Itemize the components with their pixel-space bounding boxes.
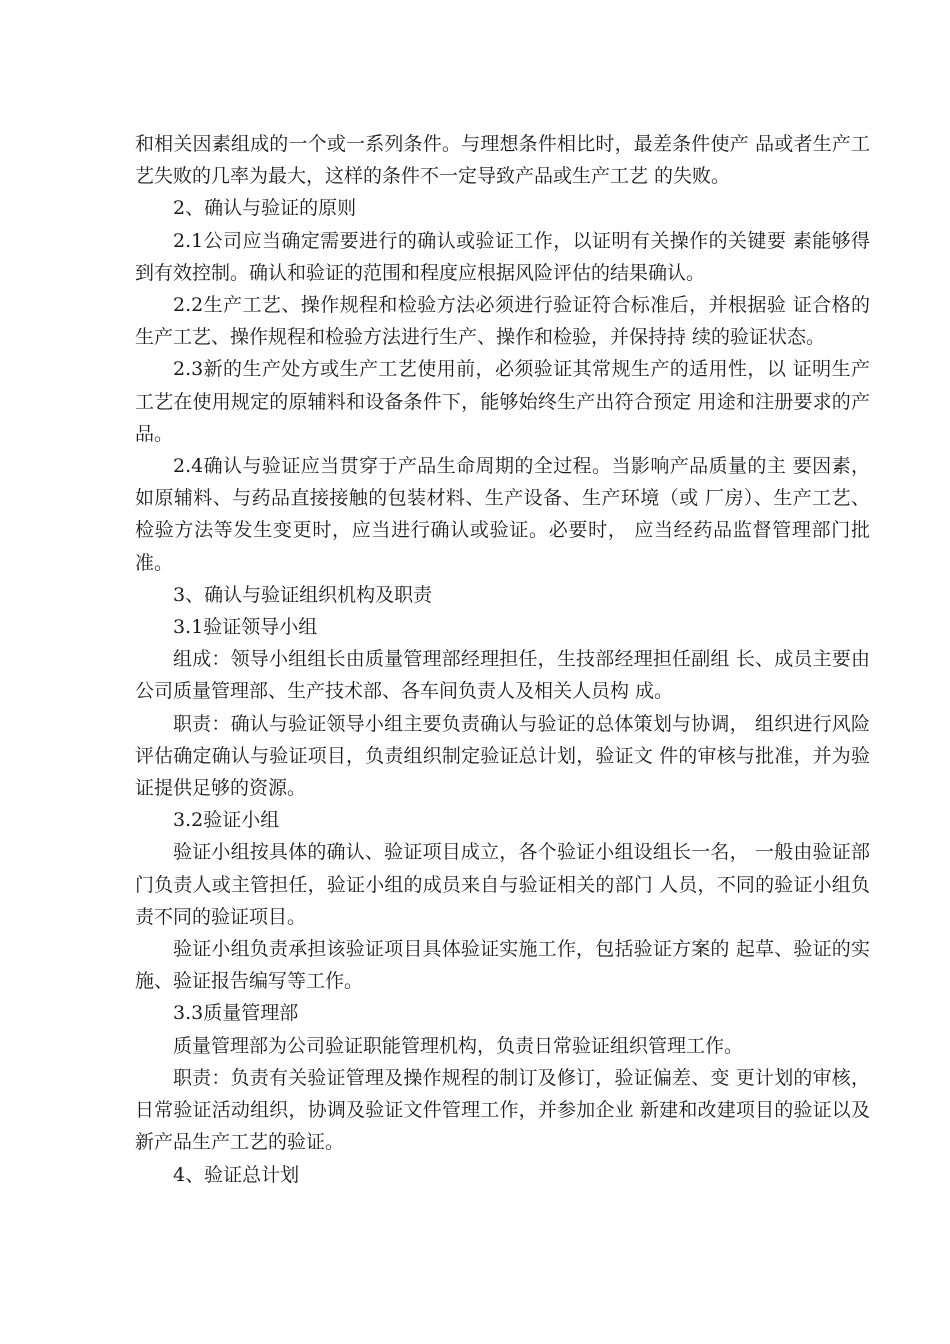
paragraph-2-2: 2.2生产工艺、操作规程和检验方法必须进行验证符合标准后，并根据验 证合格的生产工艺、操作规程和检验方法进行生产、操作和检验，并保持持 续的验证状态。 [135,294,870,349]
paragraph-3-2-duties: 验证小组负责承担该验证项目具体验证实施工作，包括验证方案的 起草、验证的实施、验证报告编写等工作。 [135,938,870,993]
subsection-heading-3-3: 3.3质量管理部 [173,1002,299,1025]
paragraph-3-3-duties: 职责：负责有关验证管理及操作规程的制订及修订，验证偏差、变 更计划的审核，日常验证活动组织，协调及验证文件管理工作，并参加企业 新建和改建项目的验证以及新产品生产工艺的验证。 [135,1066,870,1154]
section-heading-4: 4、验证总计划 [173,1163,300,1186]
paragraph-3-3-role: 质量管理部为公司验证职能管理机构，负责日常验证组织管理工作。 [173,1034,744,1057]
paragraph-3-1-composition: 组成：领导小组组长由质量管理部经理担任，生技部经理担任副组 长、成员主要由公司质量管理部、生产技术部、各车间负责人及相关人员构 成。 [135,648,870,703]
paragraph-continuation: 和相关因素组成的一个或一系列条件。与理想条件相比时，最差条件使产 品或者生产工艺失败的几率为最大，这样的条件不一定导致产品或生产工艺 的失败。 [135,133,870,188]
section-heading-2: 2、确认与验证的原则 [173,197,357,220]
paragraph-2-4: 2.4确认与验证应当贯穿于产品生命周期的全过程。当影响产品质量的主 要因素，如原辅料、与药品直接接触的包装材料、生产设备、生产环境（或 厂房）、生产工艺、检验方法等发生变更时，应当进行确认或验证。必要时， 应当经药品监督管理部门批准。 [135,455,870,574]
paragraph-2-3: 2.3新的生产处方或生产工艺使用前，必须验证其常规生产的适用性，以 证明生产工艺在使用规定的原辅料和设备条件下，能够始终生产出符合预定 用途和注册要求的产品。 [135,358,870,445]
document-body [135,128,870,1191]
section-heading-3: 3、确认与验证组织机构及职责 [173,583,433,606]
paragraph-2-1: 2.1公司应当确定需要进行的确认或验证工作，以证明有关操作的关键要 素能够得到有效控制。确认和验证的范围和程度应根据风险评估的结果确认。 [135,229,870,284]
subsection-heading-3-1: 3.1验证领导小组 [173,616,318,639]
paragraph-3-1-duties: 职责：确认与验证领导小组主要负责确认与验证的总体策划与协调， 组织进行风险评估确定确认与验证项目，负责组织制定验证总计划，验证文 件的审核与批准，并为验证提供足够的资源。 [135,712,870,800]
subsection-heading-3-2: 3.2验证小组 [173,809,280,832]
paragraph-3-2-setup: 验证小组按具体的确认、验证项目成立，各个验证小组设组长一名， 一般由验证部门负责人或主管担任，验证小组的成员来自与验证相关的部门 人员，不同的验证小组负责不同的验证项目。 [135,841,870,928]
